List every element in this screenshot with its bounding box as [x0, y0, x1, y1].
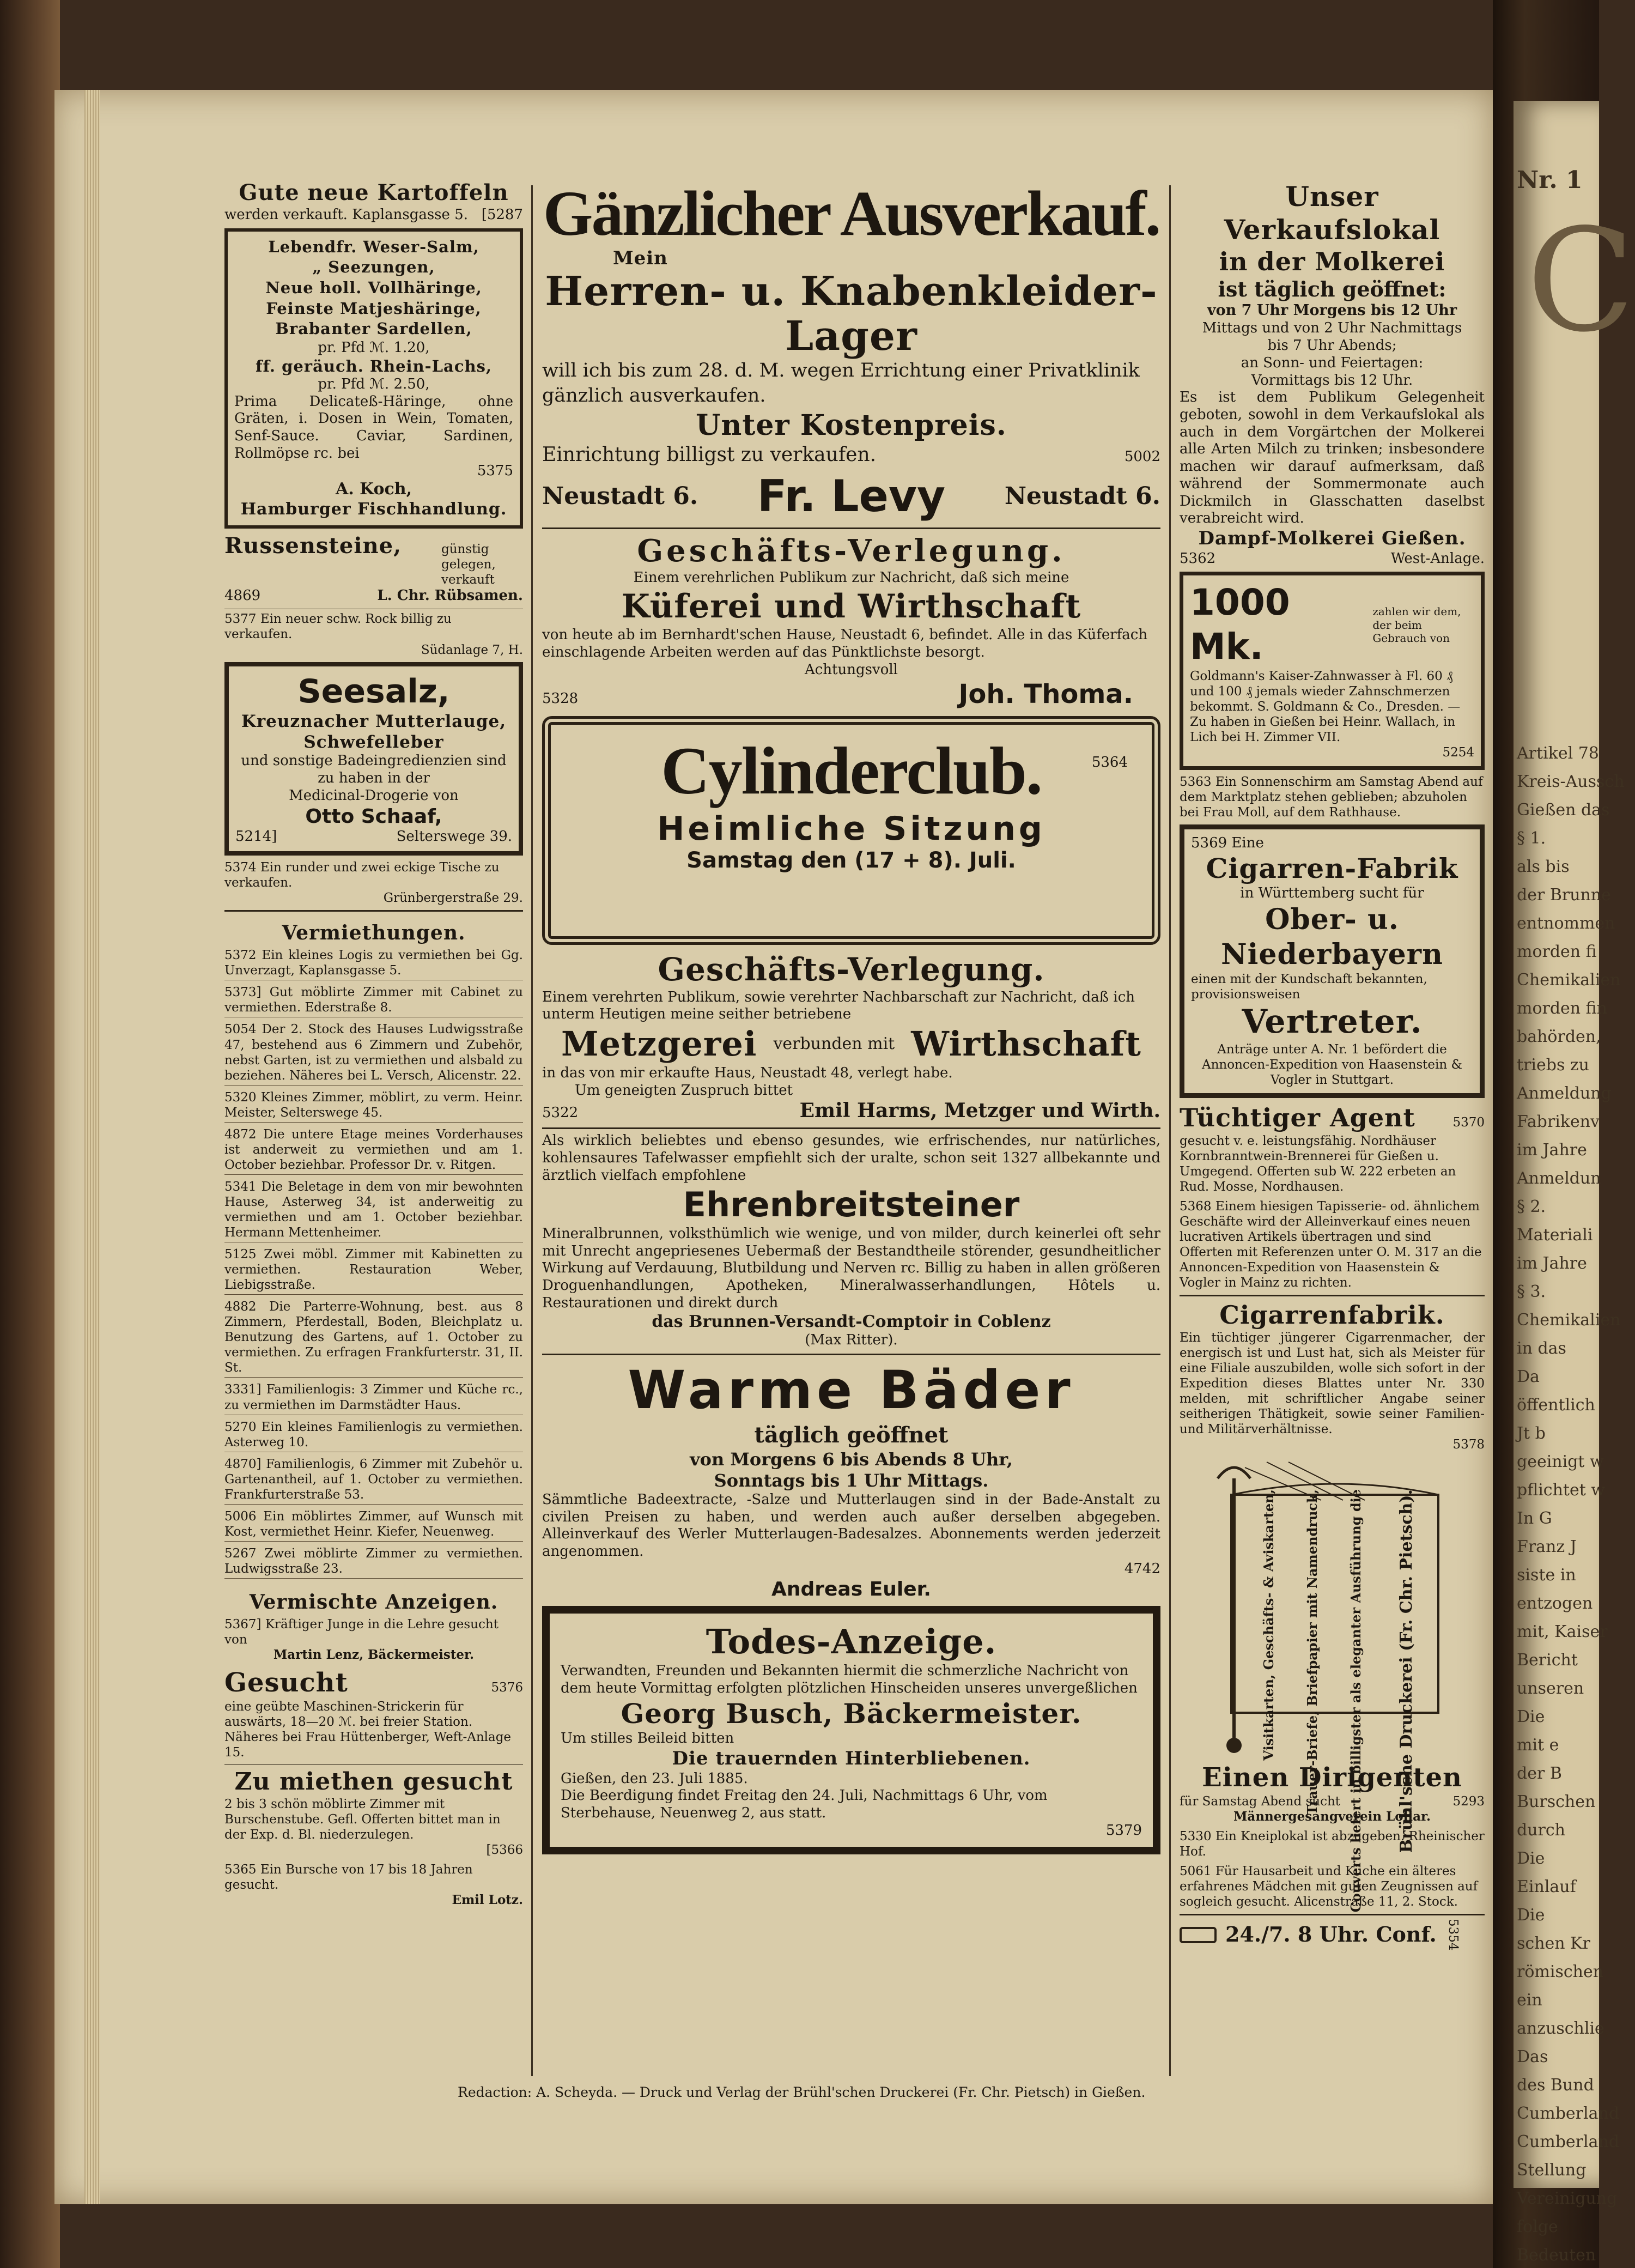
- ad-line: Kreuznacher Mutterlauge,: [241, 711, 507, 731]
- ad-seesalz: [224, 662, 523, 856]
- ad-date: Gießen, den 23. Juli 1885.: [561, 1770, 748, 1787]
- ad-kueferei: [542, 532, 1160, 711]
- adjacent-page-fragment: entnommen: [1517, 914, 1615, 933]
- ad-title: Tüchtiger Agent: [1180, 1103, 1415, 1133]
- adjacent-page: [1514, 101, 1635, 2265]
- ad-text: Einrichtung billigst zu verkaufen.: [542, 443, 877, 466]
- ad-molkerei: [1180, 180, 1485, 567]
- ad-dirigent: [1180, 1762, 1485, 1824]
- ad-headline: Wirthschaft: [911, 1024, 1141, 1064]
- ad-title: Russensteine,: [224, 532, 402, 559]
- ad-text: in Württemberg sucht für: [1240, 885, 1424, 902]
- ad-fischhandlung: [224, 228, 523, 529]
- ad-headline: Ober- u. Niederbayern: [1221, 903, 1443, 971]
- adjacent-page-fragment: morden fin: [1517, 999, 1607, 1018]
- adjacent-page-fragment: Chemikalien: [1517, 1311, 1621, 1330]
- ad-signature: Die trauernden Hinterbliebenen.: [672, 1748, 1031, 1770]
- adjacent-page-fragment: Kreis-Aussch: [1517, 772, 1625, 791]
- ad-text: (Max Ritter).: [805, 1332, 898, 1349]
- listing-vermiethungen: [224, 948, 523, 1579]
- ad-signature: Fr. Levy: [757, 471, 946, 522]
- ad-text: Einem verehrten Publikum, sowie verehrter Nachbarschaft zur Nachricht, daß ich unterm Heutigen meine seither betriebene: [542, 989, 1135, 1023]
- adjacent-page-fragment: als bis: [1517, 857, 1570, 876]
- adjacent-page-fragment: Die: [1517, 1906, 1545, 1925]
- adjacent-page-fragment: morden fi: [1517, 942, 1597, 961]
- adjacent-page-fragment: in das: [1517, 1339, 1566, 1358]
- ad-text: werden verkauft. Kaplansgasse 5.: [224, 206, 468, 223]
- ad-headline: 1000 Mk.: [1190, 581, 1290, 668]
- ad-title: in der Molkerei: [1219, 247, 1445, 276]
- ad-zu-miethen: [224, 1767, 523, 1858]
- listing-item: 5054 Der 2. Stock des Hauses Ludwigsstraße 47, bestehend aus 6 Zimmern und Zubehör, nebst Garten, ist zu vermiethen und alsbald zu beziehen. Näheres bei L. Versch, Alicenstr. 22.: [224, 1022, 523, 1085]
- ad-line: Lebendfr. Weser-Salm,: [268, 237, 479, 256]
- ad-line: „ Seezungen,: [312, 258, 435, 277]
- adjacent-page-fragment: Vereinigung: [1517, 2189, 1618, 2208]
- ad-text: eine geübte Maschinen-Strickerin für auswärts, 18—20 ℳ. bei freier Station. Näheres bei Frau Hüttenberger, Weft-Anlage 15.: [224, 1699, 512, 1760]
- ad-cylinderclub: [542, 716, 1160, 945]
- ad-bursche: [224, 1862, 523, 1908]
- divider: [1180, 1295, 1485, 1296]
- ad-text: Medicinal-Drogerie von: [289, 787, 459, 804]
- druckerei-line: Visitkarten, Geschäfts- & Aviskarten,: [1261, 1489, 1277, 1761]
- adjacent-page-fragment: § 3.: [1517, 1282, 1546, 1301]
- ad-name: Georg Busch, Bäckermeister.: [621, 1697, 1082, 1730]
- listing-item: 4870] Familienlogis, 6 Zimmer mit Zubehör u. Gartenantheil, auf 1. October zu vermiethen. Frankfurterstraße 53.: [224, 1457, 523, 1505]
- ad-text: 2 bis 3 schön möblirte Zimmer mit Burschenstube. Gefl. Offerten bittet man in der Exp. d. Bl. niederzulegen.: [224, 1797, 501, 1842]
- ad-headline: Warme Bäder: [628, 1359, 1075, 1421]
- ad-title: Todes-Anzeige.: [706, 1622, 997, 1662]
- section-heading-vermischte: Vermischte Anzeigen.: [249, 1590, 499, 1614]
- divider: [542, 1354, 1160, 1355]
- listing-item: 5006 Ein möblirtes Zimmer, auf Wunsch mit Kost, vermiethet Heinr. Kiefer, Neuenweg.: [224, 1509, 523, 1542]
- adjacent-page-fragment: Cumberland: [1517, 2132, 1620, 2151]
- adjacent-page-fragment: siste in: [1517, 1566, 1576, 1585]
- listing-item: 5341 Die Beletage in dem von mir bewohnten Hause, Asterweg 34, ist anderweitig zu vermiethen und am 1. October beziehbar. Hermann Mettenheimer.: [224, 1179, 523, 1242]
- ad-line: Schwefelleber: [303, 732, 444, 752]
- listing-item: 3331] Familienlogis: 3 Zimmer und Küche rc., zu vermiethen im Darmstädter Haus.: [224, 1382, 523, 1415]
- ad-number: 5254: [1442, 745, 1474, 760]
- ad-text: Mein: [613, 247, 668, 269]
- ad-subtitle: Heimliche Sitzung: [657, 810, 1046, 848]
- adjacent-page-fragment: Gießen das: [1517, 801, 1610, 820]
- adjacent-page-fragment: bahörden,: [1517, 1027, 1601, 1046]
- ad-cigarrenfabrik: [1180, 1300, 1485, 1452]
- ad-price: pr. Pfd ℳ. 1.20,: [318, 339, 430, 356]
- adjacent-page-fragment: römischen: [1517, 1962, 1604, 1981]
- adjacent-page-fragment: § 2.: [1517, 1197, 1546, 1216]
- ad-number: 5002: [1124, 448, 1160, 465]
- ad-text: 24./7. 8 Uhr. Conf.: [1225, 1922, 1437, 1947]
- ad-text: verbunden mit: [773, 1034, 895, 1053]
- adjacent-page-fragment: der B: [1517, 1764, 1562, 1783]
- ad-number: 5378: [1452, 1438, 1485, 1452]
- ad-body: Verwandten, Freunden und Bekannten hiermit die schmerzliche Nachricht von dem heute Vormittag erfolgten plötzlichen Hinscheiden unseres unvergeßlichen: [561, 1662, 1138, 1696]
- ad-number: 5376: [491, 1681, 523, 1695]
- ad-title: Cylinderclub.: [661, 733, 1042, 808]
- ad-number: 5364: [1091, 754, 1128, 771]
- ad-text: 5363 Ein Sonnenschirm am Samstag Abend auf dem Marktplatz stehen geblieben; abzuholen bei Frau Moll, auf dem Rathhause.: [1180, 774, 1483, 820]
- column-rule: [531, 185, 533, 2076]
- ad-body: gesucht v. e. leistungsfähig. Nordhäuser Kornbranntwein-Brennerei für Gießen u. Umgegend. Offerten sub W. 222 erbeten an Rud. Mosse, Nordhausen.: [1180, 1133, 1456, 1194]
- ad-number: 5362: [1180, 550, 1216, 567]
- ad-sonnenschirm: [1180, 774, 1485, 820]
- scroll-illustration: [1180, 1457, 1485, 1762]
- ad-text: Einem verehrlichen Publikum zur Nachricht, daß sich meine: [633, 569, 1069, 586]
- ad-title: Geschäfts-Verlegung.: [658, 951, 1045, 988]
- adjacent-page-fragment: folge: [1517, 2217, 1558, 2236]
- adjacent-page-fragment: Stellung: [1517, 2161, 1587, 2180]
- ad-text: 5365 Ein Bursche von 17 bis 18 Jahren gesucht.: [224, 1862, 473, 1892]
- ad-number: [5366: [486, 1842, 523, 1857]
- ad-text: Die Beerdigung findet Freitag den 24. Juli, Nachmittags 6 Uhr, vom Sterbehause, Neuenweg 2, aus statt.: [561, 1787, 1048, 1821]
- ad-body: Anträge unter A. Nr. 1 befördert die Annoncen-Expedition von Haasenstein & Vogler in Stuttgart.: [1201, 1042, 1462, 1088]
- ad-firm: Hamburger Fischhandlung.: [240, 499, 507, 519]
- page-edges: [84, 90, 100, 2204]
- ad-title: Einen Dirigenten: [1202, 1762, 1462, 1793]
- ad-title: Gute neue Kartoffeln: [239, 180, 509, 205]
- imprint-footer: Redaction: A. Scheyda. — Druck und Verlag der Brühl'schen Druckerei (Fr. Chr. Pietsch) in Gießen.: [458, 2084, 1146, 2100]
- ad-address: Grünbergerstraße 29.: [383, 891, 523, 906]
- ad-text: Um geneigten Zuspruch bittet: [575, 1082, 793, 1099]
- ad-title: Gesucht: [224, 1667, 348, 1699]
- adjacent-page-fragment: geeinigt w: [1517, 1452, 1604, 1471]
- adjacent-page-fragment: anzuschlie: [1517, 2019, 1604, 2038]
- ad-text: 5377 Ein neuer schw. Rock billig zu verkaufen.: [224, 612, 452, 642]
- ad-text: 5374 Ein runder und zwei eckige Tische zu verkaufen.: [224, 860, 500, 890]
- ad-title: Herren- u. Knabenkleider-Lager: [545, 268, 1158, 360]
- ad-russensteine: [224, 533, 523, 605]
- ad-address: Südanlage 7, H.: [421, 642, 523, 657]
- ad-signature: Andreas Euler.: [771, 1578, 931, 1601]
- adjacent-page-fragment: Die: [1517, 1849, 1545, 1868]
- listing-item: 5125 Zwei möbl. Zimmer mit Kabinetten zu vermiethen. Restauration Weber, Liebigsstraße.: [224, 1247, 523, 1295]
- adjacent-page-fragment: § 1.: [1517, 829, 1546, 848]
- ad-title: Zu miethen gesucht: [234, 1767, 513, 1796]
- druckerei-line: Couverts liefert in billigster als eleganter Ausführung die: [1348, 1489, 1364, 1913]
- listing-item: 5267 Zwei möblirte Zimmer zu vermiethen. Ludwigsstraße 23.: [224, 1546, 523, 1579]
- ad-number: 5354: [1445, 1919, 1460, 1951]
- ad-signature: Männergesangverein Lollar.: [1233, 1809, 1431, 1824]
- ad-headline: Metzgerei: [561, 1024, 757, 1064]
- ad-text: 5061 Für Hausarbeit und Küche ein älteres erfahrenes Mädchen mit guten Zeugnissen auf sogleich gesucht. Alicenstraße 11, 2. Stock.: [1180, 1864, 1478, 1909]
- adjacent-page-fragment: Fabrikenv: [1517, 1112, 1600, 1131]
- adjacent-page-fragment: durch: [1517, 1821, 1565, 1840]
- adjacent-page-fragment: Burschen: [1517, 1792, 1596, 1811]
- adjacent-page-fragment: Chemikalien: [1517, 971, 1621, 990]
- ad-subtitle: Vertreter.: [1242, 1003, 1423, 1041]
- ad-hausarbeit: [1180, 1864, 1485, 1909]
- ad-subtitle: Unter Kostenpreis.: [696, 409, 1007, 442]
- ad-address: Neustadt 6.: [542, 482, 698, 511]
- ad-text: Um stilles Beileid bitten: [561, 1730, 734, 1747]
- adjacent-page-fragment: Materiali: [1517, 1226, 1593, 1245]
- book-binding-left: [0, 0, 60, 2268]
- druckerei-name: Brühl'sche Druckerei (Fr. Chr. Pietsch).: [1397, 1489, 1416, 1853]
- ad-hours: Mittags und von 2 Uhr Nachmittags: [1202, 320, 1462, 337]
- adjacent-page-fragment: der Brunne: [1517, 886, 1611, 905]
- ad-kneiplokal: [1180, 1829, 1485, 1859]
- ad-headline: Küferei und Wirthschaft: [621, 587, 1081, 626]
- divider: [542, 527, 1160, 529]
- ad-text: Achtungsvoll: [805, 661, 898, 678]
- ad-number: 5370: [1452, 1115, 1485, 1130]
- ring-icon: [1180, 1927, 1217, 1943]
- adjacent-page-fragment: Einlauf: [1517, 1877, 1576, 1896]
- adjacent-page-fragment: In G: [1517, 1509, 1552, 1528]
- ad-hours: von 7 Uhr Morgens bis 12 Uhr: [1207, 302, 1457, 319]
- ad-title: Cigarren-Fabrik: [1206, 852, 1458, 885]
- ad-agent: [1180, 1102, 1485, 1194]
- ad-hours: an Sonn- und Feiertagen:: [1241, 354, 1424, 371]
- ad-text: 5367] Kräftiger Junge in die Lehre gesucht von: [224, 1617, 499, 1647]
- ad-number: 5369 Eine: [1191, 834, 1264, 851]
- ad-firm: Dampf-Molkerei Gießen.: [1198, 527, 1466, 550]
- adjacent-page-fragment: Artikel 78: [1517, 744, 1599, 763]
- column-left: [224, 180, 523, 1912]
- ad-number: 5322: [542, 1105, 579, 1121]
- adjacent-page-fragment: öffentlich: [1517, 1396, 1595, 1415]
- ad-body: in das von mir erkaufte Haus, Neustadt 48, verlegt habe.: [542, 1064, 953, 1081]
- adjacent-page-fragment: Da: [1517, 1367, 1540, 1386]
- column-rule: [1169, 185, 1171, 2076]
- ad-body: Es ist dem Publikum Gelegenheit geboten, sowohl in dem Verkaufslokal als auch in dem Vorgärtchen der Molkerei alle Arten Milch zu trinken; insbesondere machen wir darauf aufmerksam, daß während der Sommermonate auch Dickmilch in Glasschatten daselbst verabreicht wird.: [1180, 389, 1485, 527]
- adjacent-page-fragment: triebs zu: [1517, 1056, 1590, 1075]
- ad-signature: Emil Harms, Metzger und Wirth.: [799, 1099, 1160, 1123]
- adjacent-page-fragment: Franz J: [1517, 1537, 1577, 1556]
- ad-body: Mineralbrunnen, volksthümlich wie wenige, und von milder, durch keinerlei oft sehr mit Unrecht angepriesenes Uebermaß der Bestandtheile störender, gesundheitlicher Wirkung auf Verdauung, Blutbildung und Nerven rc. Billig zu haben in allen größeren Droguenhandlungen, Apotheken, Mineralwasserhandlungen, Hôtels u. Restaurationen und direkt durch: [542, 1225, 1160, 1311]
- ad-text: Als wirklich beliebtes und ebenso gesundes, wie erfrischendes, nur natürliches, kohlensaures Tafelwasser empfiehlt sich der uralte, schon seit 1327 allbekannte und ärztlich vielfach empfohlene: [542, 1132, 1160, 1184]
- ad-signature: Emil Lotz.: [452, 1892, 523, 1907]
- divider: [224, 910, 523, 912]
- adjacent-page-fragment: ein: [1517, 1991, 1542, 2010]
- listing-item: 4872 Die untere Etage meines Vorderhauses ist anderweit zu vermiethen und am 1. October beziehbar. Professor Dr. v. Ritgen.: [224, 1127, 523, 1175]
- ad-hours: Vormittags bis 12 Uhr.: [1251, 372, 1413, 389]
- ad-body: will ich bis zum 28. d. M. wegen Errichtung einer Privatklinik gänzlich ausverkaufen.: [542, 360, 1140, 407]
- ad-date: Samstag den (17 + 8). Juli.: [686, 848, 1016, 873]
- ad-number: 5293: [1452, 1794, 1485, 1809]
- adjacent-page-fragment: mit, Kaiser: [1517, 1622, 1608, 1641]
- adjacent-page-fragment: pflichtet w: [1517, 1481, 1606, 1500]
- adjacent-page-fragment: im Jahre: [1517, 1254, 1587, 1273]
- ad-signature: L. Chr. Rübsamen.: [377, 587, 523, 604]
- adjacent-page-fragment: Anmeldun: [1517, 1169, 1601, 1188]
- ad-text: einen mit der Kundschaft bekannten, provisionsweisen: [1191, 972, 1427, 1002]
- ad-price: pr. Pfd ℳ. 2.50,: [318, 376, 430, 393]
- ad-firm: das Brunnen-Versandt-Comptoir in Coblenz: [652, 1312, 1051, 1331]
- ad-address: West-Anlage.: [1390, 550, 1485, 567]
- column-center: [542, 180, 1160, 1859]
- adjacent-page-fragment: des Bund: [1517, 2076, 1594, 2095]
- ad-tische: [224, 860, 523, 906]
- ad-gesucht: [224, 1667, 523, 1760]
- adjacent-page-fragment: schen Kr: [1517, 1934, 1590, 1953]
- section-heading-vermiethungen: Vermiethungen.: [282, 921, 466, 945]
- ad-signature: Otto Schaaf,: [305, 805, 442, 828]
- ad-text: 5330 Ein Kneiplokal ist abzugeben. Rheinischer Hof.: [1180, 1829, 1485, 1859]
- ad-subtitle: täglich geöffnet: [754, 1422, 949, 1448]
- ad-ehrenbreitsteiner: [542, 1132, 1160, 1349]
- divider: [224, 1764, 523, 1765]
- divider: [542, 1127, 1160, 1129]
- ad-zahnwasser: [1180, 572, 1485, 769]
- ad-text: günstig gelegen, verkauft: [441, 542, 496, 587]
- ad-tapisserie: [1180, 1199, 1485, 1290]
- ad-conf: [1180, 1914, 1485, 1951]
- ad-number: 4742: [1124, 1560, 1160, 1577]
- ad-junge: [224, 1617, 523, 1663]
- adjacent-page-fragment: mit e: [1517, 1736, 1559, 1755]
- ad-title: Geschäfts-Verlegung.: [637, 533, 1066, 569]
- adjacent-page-fragment: Anmeldung: [1517, 1084, 1612, 1103]
- ad-title: Unser Verkaufslokal: [1224, 180, 1440, 246]
- ad-rock: [224, 611, 523, 657]
- ad-text: zahlen wir dem, der beim Gebrauch von: [1372, 605, 1461, 645]
- ad-text: 5368 Einem hiesigen Tapisserie- od. ähnlichem Geschäfte wird der Alleinverkauf eines neuen lucrativen Artikels übertragen und sind Offerten mit Referenzen unter O. M. 317 an die Annoncen-Expedition von Haasenstein & Vogler in Mainz zu richten.: [1180, 1199, 1482, 1290]
- adjacent-page-fragment: Das: [1517, 2047, 1548, 2066]
- ad-line: Brabanter Sardellen,: [275, 319, 472, 338]
- ad-metzgerei: [542, 950, 1160, 1123]
- ad-headline: Gänzlicher Ausverkauf.: [543, 178, 1160, 249]
- ad-headline: Ehrenbreitsteiner: [683, 1185, 1020, 1225]
- ad-hours: bis 7 Uhr Abends;: [1267, 337, 1397, 354]
- ad-signature: Martin Lenz, Bäckermeister.: [273, 1647, 475, 1663]
- ad-number: 5375: [477, 462, 513, 479]
- ad-line: Neue holl. Vollhäringe,: [265, 278, 482, 297]
- adjacent-page-fragment: Cumberland: [1517, 2104, 1620, 2123]
- ad-ausverkauf: [542, 180, 1160, 523]
- ad-body: Sämmtliche Badeextracte, -Salze und Mutterlaugen sind in der Bade-Anstalt zu civilen Preisen zu haben, und werden auch außer derselben abgegeben. Alleinverkauf des Werler Mutterlaugen-Badesalzes. Abonnements werden jederzeit angenommen.: [542, 1491, 1160, 1560]
- ad-subtitle: ist täglich geöffnet:: [1218, 277, 1446, 302]
- ad-line: Feinste Matjeshäringe,: [266, 299, 482, 318]
- ad-cigarren-fabrik: [1180, 824, 1485, 1099]
- druckerei-line: Trauer-Briefe, Briefpapier mit Namendruck,: [1304, 1489, 1320, 1815]
- ad-number: 4869: [224, 587, 261, 604]
- adjacent-page-fragment: Jt b: [1517, 1424, 1546, 1443]
- ad-title: Cigarrenfabrik.: [1219, 1300, 1445, 1330]
- ad-title: Seesalz,: [297, 672, 450, 711]
- ad-address: Neustadt 6.: [1004, 482, 1160, 511]
- listing-item: 5373] Gut möblirte Zimmer mit Cabinet zu vermiethen. Ederstraße 8.: [224, 985, 523, 1017]
- ad-hours: Sonntags bis 1 Uhr Mittags.: [714, 1470, 989, 1491]
- ad-body: Prima Delicateß-Häringe, ohne Gräten, i. Dosen in Wein, Tomaten, Senf-Sauce. Caviar, Sardinen, Rollmöpse rc. bei: [234, 393, 513, 462]
- ad-number: 5214]: [235, 828, 277, 845]
- listing-item: 5372 Ein kleines Logis zu vermiethen bei Gg. Unverzagt, Kaplansgasse 5.: [224, 948, 523, 980]
- listing-item: 5270 Ein kleines Familienlogis zu vermiethen. Asterweg 10.: [224, 1420, 523, 1452]
- ad-kartoffeln: [224, 180, 523, 224]
- adjacent-page-fragment: unseren: [1517, 1679, 1584, 1698]
- listing-item: 4882 Die Parterre-Wohnung, best. aus 8 Zimmern, Pferdestall, Boden, Bleichplatz u. Benutzung des Gartens, auf 1. October zu vermiethen. Zu erfragen Frankfurterstr. 31, II. St.: [224, 1299, 523, 1378]
- adjacent-page-initial: C: [1527, 199, 1635, 363]
- ad-signature: Joh. Thoma.: [958, 679, 1133, 710]
- ad-address: Selterswege 39.: [396, 828, 512, 845]
- ad-text: und sonstige Badeingredienzien sind zu haben in der: [241, 753, 507, 787]
- ad-line: ff. geräuch. Rhein-Lachs,: [255, 356, 493, 375]
- ad-number: 5328: [542, 690, 579, 707]
- adjacent-page-heading: Nr. 1: [1517, 166, 1583, 194]
- ad-baeder: [542, 1359, 1160, 1602]
- ad-body: von heute ab im Bernhardt'schen Hause, Neustadt 6, befindet. Alle in das Küferfach einschlagende Arbeiten werden auf das Pünktlichste besorgt.: [542, 627, 1148, 661]
- listing-item: 5320 Kleines Zimmer, möblirt, zu verm. Heinr. Meister, Selterswege 45.: [224, 1090, 523, 1123]
- ad-todesanzeige: [542, 1606, 1160, 1854]
- column-right: [1180, 180, 1485, 1955]
- adjacent-page-fragment: im Jahre: [1517, 1141, 1587, 1160]
- adjacent-page-fragment: entzogen: [1517, 1594, 1593, 1613]
- ad-number: [5287: [481, 206, 523, 223]
- ad-text: für Samstag Abend sucht: [1180, 1794, 1341, 1809]
- ad-number: 5379: [1105, 1822, 1142, 1839]
- ad-body: Goldmann's Kaiser-Zahnwasser à Fl. 60 ₰ und 100 ₰ jemals wieder Zahnschmerzen bekommt. S. Goldmann & Co., Dresden. — Zu haben in Gießen bei Heinr. Wallach, in Lich bei H. Zimmer VII.: [1190, 669, 1461, 745]
- ad-body: Ein tüchtiger jüngerer Cigarrenmacher, der energisch ist und Lust hat, sich als Meister für eine Filiale auszubilden, wolle sich sofort in der Expedition dieses Blattes unter Nr. 330 melden, mit schriftlicher Angabe seiner seitherigen Thätigkeit, sowie seiner Familien- und Militärverhältnisse.: [1180, 1331, 1485, 1437]
- ad-hours: von Morgens 6 bis Abends 8 Uhr,: [690, 1448, 1013, 1470]
- adjacent-page-fragment: Bedeuten: [1517, 2246, 1596, 2265]
- adjacent-page-fragment: Die: [1517, 1707, 1545, 1726]
- ad-signature: A. Koch,: [335, 480, 412, 499]
- adjacent-page-fragment: Bericht: [1517, 1651, 1578, 1670]
